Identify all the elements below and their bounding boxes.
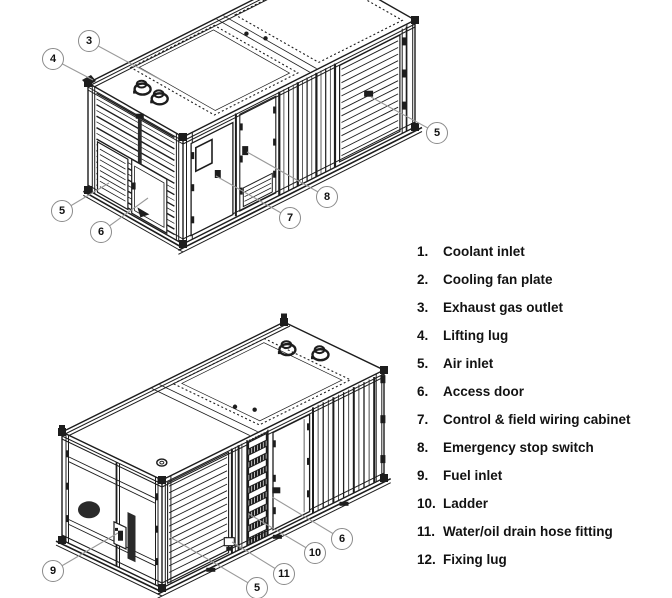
- callout-11: [273, 563, 295, 585]
- legend-item-number: 10.: [417, 495, 436, 511]
- far-door-frame: [402, 27, 406, 134]
- legend-item-number: 3.: [417, 300, 429, 316]
- emergency-stop-switch: [242, 146, 248, 155]
- legend-item: [417, 294, 669, 322]
- callout-10: [304, 542, 326, 564]
- callout-number: 7: [286, 212, 294, 224]
- legend-item: [417, 434, 669, 462]
- legend-item-number: 5.: [417, 356, 429, 372]
- callout-8: [316, 186, 338, 208]
- callout-number: 4: [49, 53, 57, 65]
- legend-item-number: 4.: [417, 328, 429, 344]
- legend-item-number: 11.: [417, 523, 436, 539]
- legend-item: [417, 350, 669, 378]
- callout-6: [331, 528, 353, 550]
- legend-item: [417, 517, 669, 545]
- coolant-port-hole: [78, 501, 100, 518]
- control-cabinet-door: [191, 123, 233, 236]
- legend-item-label: Fixing lug: [443, 551, 507, 567]
- callout-7: [279, 207, 301, 229]
- generator-container-bottom-view: [56, 314, 391, 598]
- exhaust-gas-outlets: [133, 81, 168, 105]
- legend-item: [417, 462, 669, 490]
- callout-6: [90, 221, 112, 243]
- legend-item-label: Coolant inlet: [443, 244, 525, 260]
- legend-item-number: 12.: [417, 551, 436, 567]
- legend-item-label: Fuel inlet: [443, 467, 503, 483]
- callout-3: [78, 30, 100, 52]
- callout-number: 10: [308, 547, 322, 559]
- callout-5: [51, 200, 73, 222]
- legend-item: [417, 322, 669, 350]
- container-body: [56, 322, 391, 598]
- callout-number: 3: [85, 35, 93, 47]
- callout-number: 5: [58, 205, 66, 217]
- callout-5: [426, 122, 448, 144]
- legend-item: [417, 406, 669, 434]
- legend-item-number: 9.: [417, 467, 429, 483]
- callout-number: 8: [323, 191, 331, 203]
- legend-item-number: 7.: [417, 412, 429, 428]
- callout-number: 5: [433, 127, 441, 139]
- side-access-door: [272, 414, 310, 529]
- callout-number: 9: [49, 565, 57, 577]
- legend-item-number: 2.: [417, 272, 429, 288]
- callout-number: 6: [97, 226, 105, 238]
- side-corrugation-left: [232, 444, 242, 554]
- legend-item-label: Access door: [443, 384, 525, 400]
- legend-item: [417, 238, 669, 266]
- legend-item: [417, 545, 669, 573]
- legend-item-label: Ladder: [443, 495, 489, 511]
- legend-item-label: Emergency stop switch: [443, 440, 594, 456]
- legend-item-label: Exhaust gas outlet: [443, 300, 564, 316]
- generator-container-top-view: [82, 0, 422, 254]
- cooling-fan-plate: [131, 0, 403, 115]
- ladder: [247, 430, 268, 546]
- legend-item-number: 1.: [417, 244, 429, 260]
- end-air-inlet-louver-door: [98, 142, 128, 210]
- callout-number: 11: [278, 568, 290, 580]
- side-corrugation-right: [313, 377, 374, 513]
- legend-item-label: Air inlet: [443, 356, 494, 372]
- legend-item-label: Lifting lug: [443, 328, 509, 344]
- vent-slot: [128, 512, 136, 562]
- callout-number: 5: [253, 582, 261, 594]
- callout-number: 6: [338, 533, 346, 545]
- legend-item: [417, 266, 669, 294]
- legend-item-label: Cooling fan plate: [443, 272, 553, 288]
- exhaust-gas-outlets: [278, 341, 329, 360]
- legend-item-number: 6.: [417, 384, 429, 400]
- legend-item-label: Control & field wiring cabinet: [443, 412, 631, 428]
- legend-item-label: Water/oil drain hose fitting: [443, 523, 613, 539]
- callout-9: [42, 560, 64, 582]
- legend-item: [417, 378, 669, 406]
- legend-item-number: 8.: [417, 440, 429, 456]
- callout-5: [246, 577, 268, 598]
- legend-item: [417, 489, 669, 517]
- callout-4: [42, 48, 64, 70]
- parts-legend: [417, 238, 669, 573]
